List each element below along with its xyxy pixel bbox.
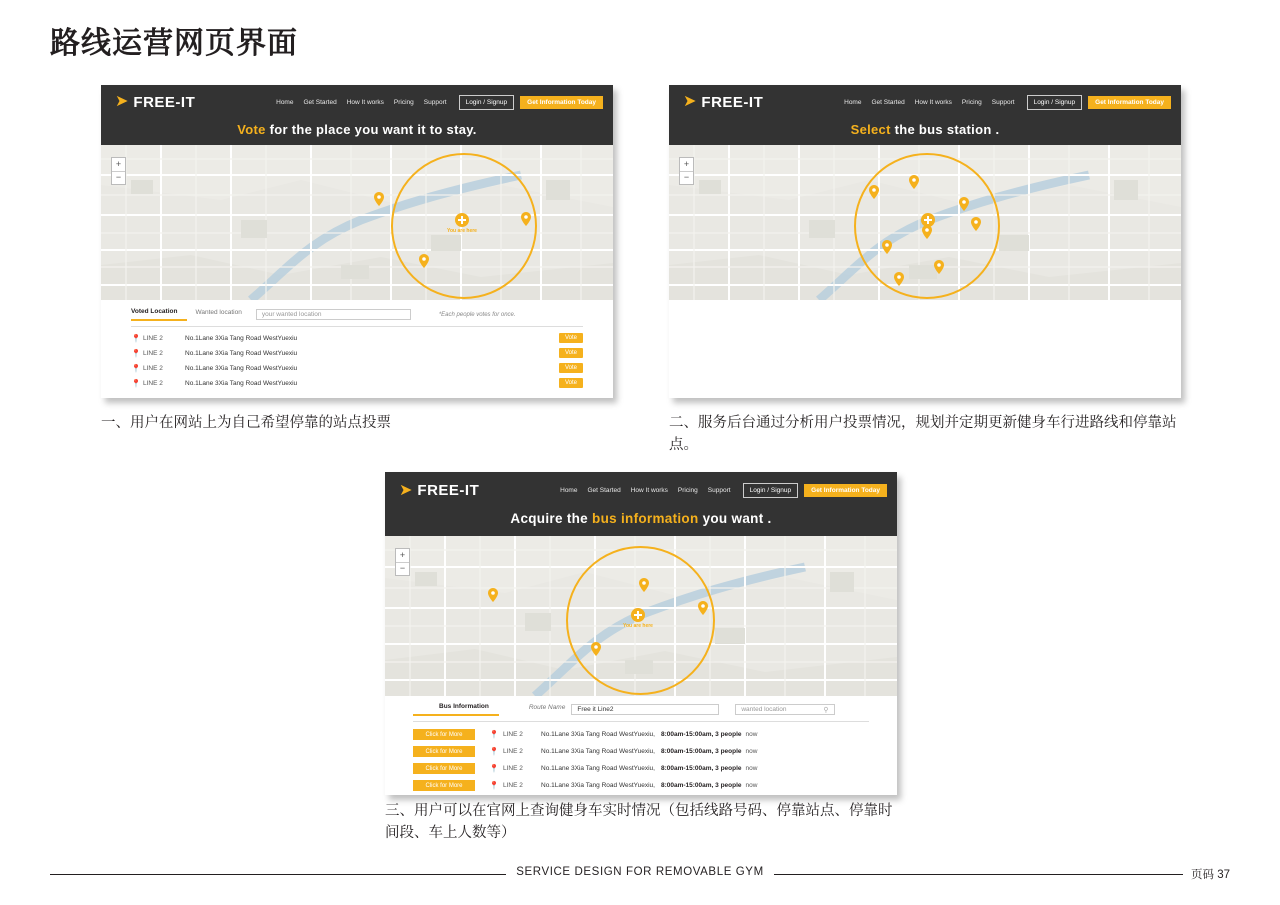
bird-icon: ➤ bbox=[399, 481, 413, 499]
line-label: LINE 2 bbox=[143, 364, 163, 372]
nav-link-home[interactable]: Home bbox=[844, 98, 862, 106]
mock2-headline-rest: the bus station . bbox=[890, 122, 1000, 137]
map-pin[interactable] bbox=[521, 212, 531, 226]
mock1-panel bbox=[101, 300, 613, 398]
mock1-tabs bbox=[131, 308, 583, 327]
bus-info-row bbox=[413, 746, 869, 757]
bird-icon: ➤ bbox=[115, 93, 129, 110]
nav-link-how-it-works[interactable]: How It works bbox=[346, 98, 384, 106]
login-signup-button[interactable]: Login / Signup bbox=[1027, 95, 1083, 110]
nav-link-support[interactable]: Support bbox=[423, 98, 447, 106]
route-name-label: Route Name bbox=[528, 704, 566, 711]
wanted-location-input[interactable]: your wanted location bbox=[256, 309, 411, 320]
page-title: 路线运营网页界面 bbox=[50, 27, 298, 60]
schedule-info: 8:00am-15:00am, 3 people bbox=[660, 782, 742, 789]
location-address: No.1Lane 3Xia Tang Road WestYuexiu bbox=[185, 349, 298, 357]
pin-icon: 📍 bbox=[489, 747, 499, 756]
map-zoom-controls[interactable] bbox=[679, 157, 694, 185]
location-address: No.1Lane 3Xia Tang Road WestYuexiu, bbox=[541, 731, 655, 738]
current-location-dot bbox=[455, 213, 469, 227]
mock2-map[interactable] bbox=[669, 145, 1181, 300]
search-icon[interactable]: ⚲ bbox=[823, 706, 829, 714]
vote-button[interactable]: Vote bbox=[559, 378, 583, 388]
map-pin[interactable] bbox=[869, 185, 879, 199]
map-pin[interactable] bbox=[698, 601, 708, 615]
mock3-navbar bbox=[385, 472, 897, 504]
zoom-in-button[interactable]: + bbox=[112, 158, 125, 172]
mock2-nav-links bbox=[834, 95, 1171, 110]
pin-icon: 📍 bbox=[489, 730, 499, 739]
location-address: No.1Lane 3Xia Tang Road WestYuexiu bbox=[185, 379, 298, 387]
mock3-header bbox=[385, 472, 897, 536]
voted-location-row bbox=[131, 378, 583, 388]
location-address: No.1Lane 3Xia Tang Road WestYuexiu, bbox=[541, 748, 655, 755]
line-label: LINE 2 bbox=[503, 765, 523, 772]
caption-step-2: 二、服务后台通过分析用户投票情况，规划并定期更新健身车行进路线和停靠站点。 bbox=[669, 415, 1177, 454]
map-pin[interactable] bbox=[959, 197, 969, 211]
map-pin[interactable] bbox=[922, 225, 932, 239]
nav-link-home[interactable]: Home bbox=[560, 487, 578, 494]
line-label: LINE 2 bbox=[503, 782, 523, 789]
wanted-location-search-input[interactable]: wanted location bbox=[735, 704, 835, 715]
mock3-tabs bbox=[413, 703, 869, 722]
mock3-map[interactable] bbox=[385, 536, 897, 696]
get-information-today-button[interactable]: Get Information Today bbox=[1088, 96, 1171, 109]
pin-icon: 📍 bbox=[489, 764, 499, 773]
get-information-today-button[interactable]: Get Information Today bbox=[804, 484, 887, 497]
map-zoom-controls[interactable] bbox=[111, 157, 126, 185]
line-label: LINE 2 bbox=[143, 379, 163, 387]
mock3-headline-accent: bus information bbox=[592, 511, 699, 526]
logo[interactable] bbox=[399, 482, 479, 499]
zoom-out-button[interactable]: − bbox=[115, 172, 122, 183]
logo-text: FREE-IT bbox=[701, 93, 764, 111]
now-label: now bbox=[745, 731, 758, 738]
line-label: LINE 2 bbox=[143, 349, 163, 357]
mock2-panel bbox=[669, 300, 1181, 398]
map-pin[interactable] bbox=[419, 254, 429, 268]
location-address: No.1Lane 3Xia Tang Road WestYuexiu bbox=[185, 334, 298, 342]
mockup-vote-screen bbox=[101, 85, 613, 398]
nav-link-home[interactable]: Home bbox=[276, 98, 294, 106]
login-signup-button[interactable]: Login / Signup bbox=[459, 95, 515, 110]
nav-link-get-started[interactable]: Get Started bbox=[587, 487, 621, 494]
login-signup-button[interactable]: Login / Signup bbox=[743, 483, 799, 498]
mock2-navbar bbox=[669, 85, 1181, 115]
caption-step-1: 一、用户在网站上为自己希望停靠的站点投票 bbox=[101, 415, 391, 431]
map-pin[interactable] bbox=[591, 642, 601, 656]
footer-text bbox=[0, 866, 1280, 878]
mock2-header bbox=[669, 85, 1181, 145]
now-label: now bbox=[745, 765, 758, 772]
bird-icon: ➤ bbox=[683, 93, 697, 110]
line-label: LINE 2 bbox=[503, 748, 523, 755]
schedule-info: 8:00am-15:00am, 3 people bbox=[660, 765, 742, 772]
location-address: No.1Lane 3Xia Tang Road WestYuexiu bbox=[185, 364, 298, 372]
nav-link-pricing[interactable]: Pricing bbox=[393, 98, 414, 106]
nav-link-support[interactable]: Support bbox=[707, 487, 731, 494]
map-pin[interactable] bbox=[894, 272, 904, 286]
current-location-dot bbox=[631, 608, 645, 622]
mock2-headline bbox=[669, 122, 1181, 137]
mock1-map[interactable] bbox=[101, 145, 613, 300]
mock3-nav-links bbox=[550, 483, 887, 498]
nav-link-how-it-works[interactable]: How It works bbox=[630, 487, 668, 494]
zoom-in-button[interactable]: + bbox=[680, 158, 693, 172]
schedule-info: 8:00am-15:00am, 3 people bbox=[660, 731, 742, 738]
logo[interactable] bbox=[115, 94, 195, 111]
mock3-headline bbox=[385, 511, 897, 526]
voted-location-row bbox=[131, 333, 583, 343]
nav-link-get-started[interactable]: Get Started bbox=[871, 98, 905, 106]
footer-label: SERVICE DESIGN FOR REMOVABLE GYM bbox=[506, 866, 774, 878]
mock1-headline-rest: for the place you want it to stay. bbox=[265, 122, 477, 137]
mock3-panel bbox=[385, 696, 897, 795]
logo[interactable] bbox=[683, 94, 763, 111]
now-label: now bbox=[745, 782, 758, 789]
map-pin[interactable] bbox=[882, 240, 892, 254]
map-zoom-controls[interactable] bbox=[395, 548, 410, 576]
pin-icon: 📍 bbox=[131, 333, 141, 343]
nav-link-pricing[interactable]: Pricing bbox=[961, 98, 982, 106]
pin-icon: 📍 bbox=[489, 781, 499, 790]
get-information-today-button[interactable]: Get Information Today bbox=[520, 96, 603, 109]
map-pin[interactable] bbox=[909, 175, 919, 189]
location-address: No.1Lane 3Xia Tang Road WestYuexiu, bbox=[541, 782, 655, 789]
mockup-select-station-screen bbox=[669, 85, 1181, 398]
nav-link-support[interactable]: Support bbox=[991, 98, 1015, 106]
mock3-headline-pre: Acquire the bbox=[510, 511, 593, 526]
page-number: 页码 37 bbox=[1183, 866, 1230, 882]
vote-button[interactable]: Vote bbox=[559, 333, 583, 343]
zoom-in-button[interactable]: + bbox=[396, 549, 409, 563]
voted-location-row bbox=[131, 348, 583, 358]
mock1-nav-links bbox=[266, 95, 603, 110]
logo-text: FREE-IT bbox=[417, 482, 480, 499]
click-for-more-button[interactable]: Click for More bbox=[413, 763, 475, 774]
you-are-here-marker bbox=[607, 608, 669, 629]
mock1-headline bbox=[101, 122, 613, 137]
nav-link-pricing[interactable]: Pricing bbox=[677, 487, 698, 494]
bus-info-row bbox=[413, 763, 869, 774]
vote-button[interactable]: Vote bbox=[559, 348, 583, 358]
nav-link-how-it-works[interactable]: How It works bbox=[914, 98, 952, 106]
mock2-headline-accent: Select bbox=[850, 122, 891, 137]
mockup-bus-information-screen bbox=[385, 472, 897, 795]
pin-icon: 📍 bbox=[131, 378, 141, 388]
you-are-here-marker bbox=[431, 213, 493, 234]
click-for-more-button[interactable]: Click for More bbox=[413, 780, 475, 791]
tab-wanted-location[interactable]: Wanted location bbox=[195, 309, 242, 316]
bus-info-row bbox=[413, 729, 869, 740]
bus-info-row bbox=[413, 780, 869, 791]
click-for-more-button[interactable]: Click for More bbox=[413, 729, 475, 740]
tab-voted-location[interactable]: Voted Location bbox=[131, 308, 187, 321]
map-pin[interactable] bbox=[971, 217, 981, 231]
voted-location-row bbox=[131, 363, 583, 373]
click-for-more-button[interactable]: Click for More bbox=[413, 746, 475, 757]
map-pin[interactable] bbox=[374, 192, 384, 206]
map-pin[interactable] bbox=[488, 588, 498, 602]
schedule-info: 8:00am-15:00am, 3 people bbox=[660, 748, 742, 755]
you-are-here-label: You are here bbox=[623, 623, 653, 629]
mock3-headline-post: you want . bbox=[698, 511, 772, 526]
logo-text: FREE-IT bbox=[133, 93, 196, 111]
pin-icon: 📍 bbox=[131, 363, 141, 373]
location-address: No.1Lane 3Xia Tang Road WestYuexiu, bbox=[541, 765, 655, 772]
now-label: now bbox=[745, 748, 758, 755]
you-are-here-label: You are here bbox=[447, 228, 477, 234]
nav-link-get-started[interactable]: Get Started bbox=[303, 98, 337, 106]
zoom-out-button[interactable]: − bbox=[399, 563, 406, 574]
tab-bus-information[interactable]: Bus Information bbox=[413, 703, 499, 716]
map-pin[interactable] bbox=[639, 578, 649, 592]
mock1-navbar bbox=[101, 85, 613, 115]
pin-icon: 📍 bbox=[131, 348, 141, 358]
mock1-header bbox=[101, 85, 613, 145]
line-label: LINE 2 bbox=[143, 334, 163, 342]
line-label: LINE 2 bbox=[503, 731, 523, 738]
map-pin[interactable] bbox=[934, 260, 944, 274]
mock1-headline-accent: Vote bbox=[237, 122, 266, 137]
route-name-input[interactable]: Free it Line2 bbox=[571, 704, 719, 715]
zoom-out-button[interactable]: − bbox=[683, 172, 690, 183]
caption-step-3: 三、用户可以在官网上查询健身车实时情况（包括线路号码、停靠站点、停靠时间段、车上人数等） bbox=[385, 803, 893, 842]
vote-button[interactable]: Vote bbox=[559, 363, 583, 373]
vote-note: *Each people votes for once. bbox=[438, 311, 516, 318]
